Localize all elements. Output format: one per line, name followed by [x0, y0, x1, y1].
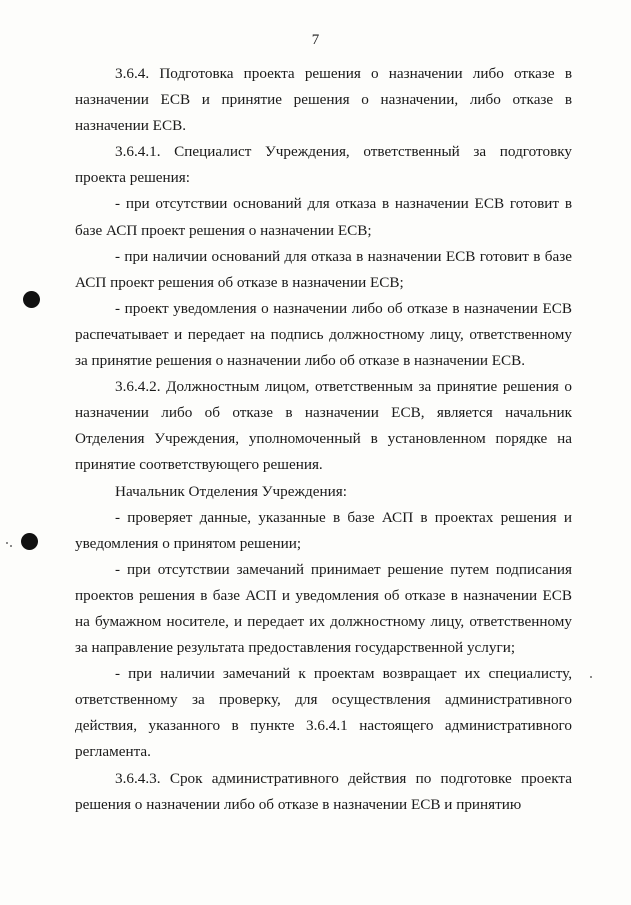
list-item-no-remarks: - при отсутствии замечаний принимает решение путем подписания проектов решения в базе АСП и уведомления об отказе в назначении ЕСВ на бумажном носителе, и передает их должностному лицу, ответственному за направление результата предоставления государственной услуги;: [75, 560, 572, 657]
paragraph-3-6-4-2: 3.6.4.2. Должностным лицом, ответственным за принятие решения о назначении либо об отказе в назначении ЕСВ, является начальник Отделения Учреждения, уполномоченный в установленном порядке на принятие соответствующего решения.: [75, 378, 572, 474]
punch-hole-bottom: [21, 533, 38, 550]
scan-speck: [10, 545, 12, 547]
list-item-checks-data: - проверяет данные, указанные в базе АСП в проектах решения и уведомления о принятом решении;: [75, 508, 572, 552]
scan-speck: [590, 676, 592, 678]
list-item-no-grounds: - при отсутствии оснований для отказа в назначении ЕСВ готовит в базе АСП проект решения о назначении ЕСВ;: [75, 195, 572, 239]
paragraph-3-6-4-3: 3.6.4.3. Срок административного действия по подготовке проекта решения о назначении либо об отказе в назначении ЕСВ и принятию: [75, 769, 572, 813]
paragraph-3-6-4: 3.6.4. Подготовка проекта решения о назначении либо отказе в назначении ЕСВ и принятие решения о назначении, либо отказе в назначении ЕСВ.: [75, 65, 572, 135]
list-item-remarks: - при наличии замечаний к проектам возвращает их специалисту, ответственному за проверку, для осуществления административного действия, указанного в пункте 3.6.4.1 настоящего административного регламента.: [75, 665, 572, 761]
document-body: [75, 61, 572, 818]
list-item-grounds: - при наличии оснований для отказа в назначении ЕСВ готовит в базе АСП проект решения об отказе в назначении ЕСВ;: [75, 247, 572, 291]
page-number: 7: [311, 32, 320, 48]
paragraph-head-of-department: Начальник Отделения Учреждения:: [115, 482, 347, 500]
punch-hole-top: [23, 291, 40, 308]
scan-speck: [6, 542, 8, 544]
list-item-notification: - проект уведомления о назначении либо об отказе в назначении ЕСВ распечатывает и передает на подпись должностному лицу, ответственному за принятие решения о назначении либо об отказе в назначении ЕСВ.: [75, 299, 572, 370]
paragraph-3-6-4-1: 3.6.4.1. Специалист Учреждения, ответственный за подготовку проекта решения:: [75, 143, 572, 187]
